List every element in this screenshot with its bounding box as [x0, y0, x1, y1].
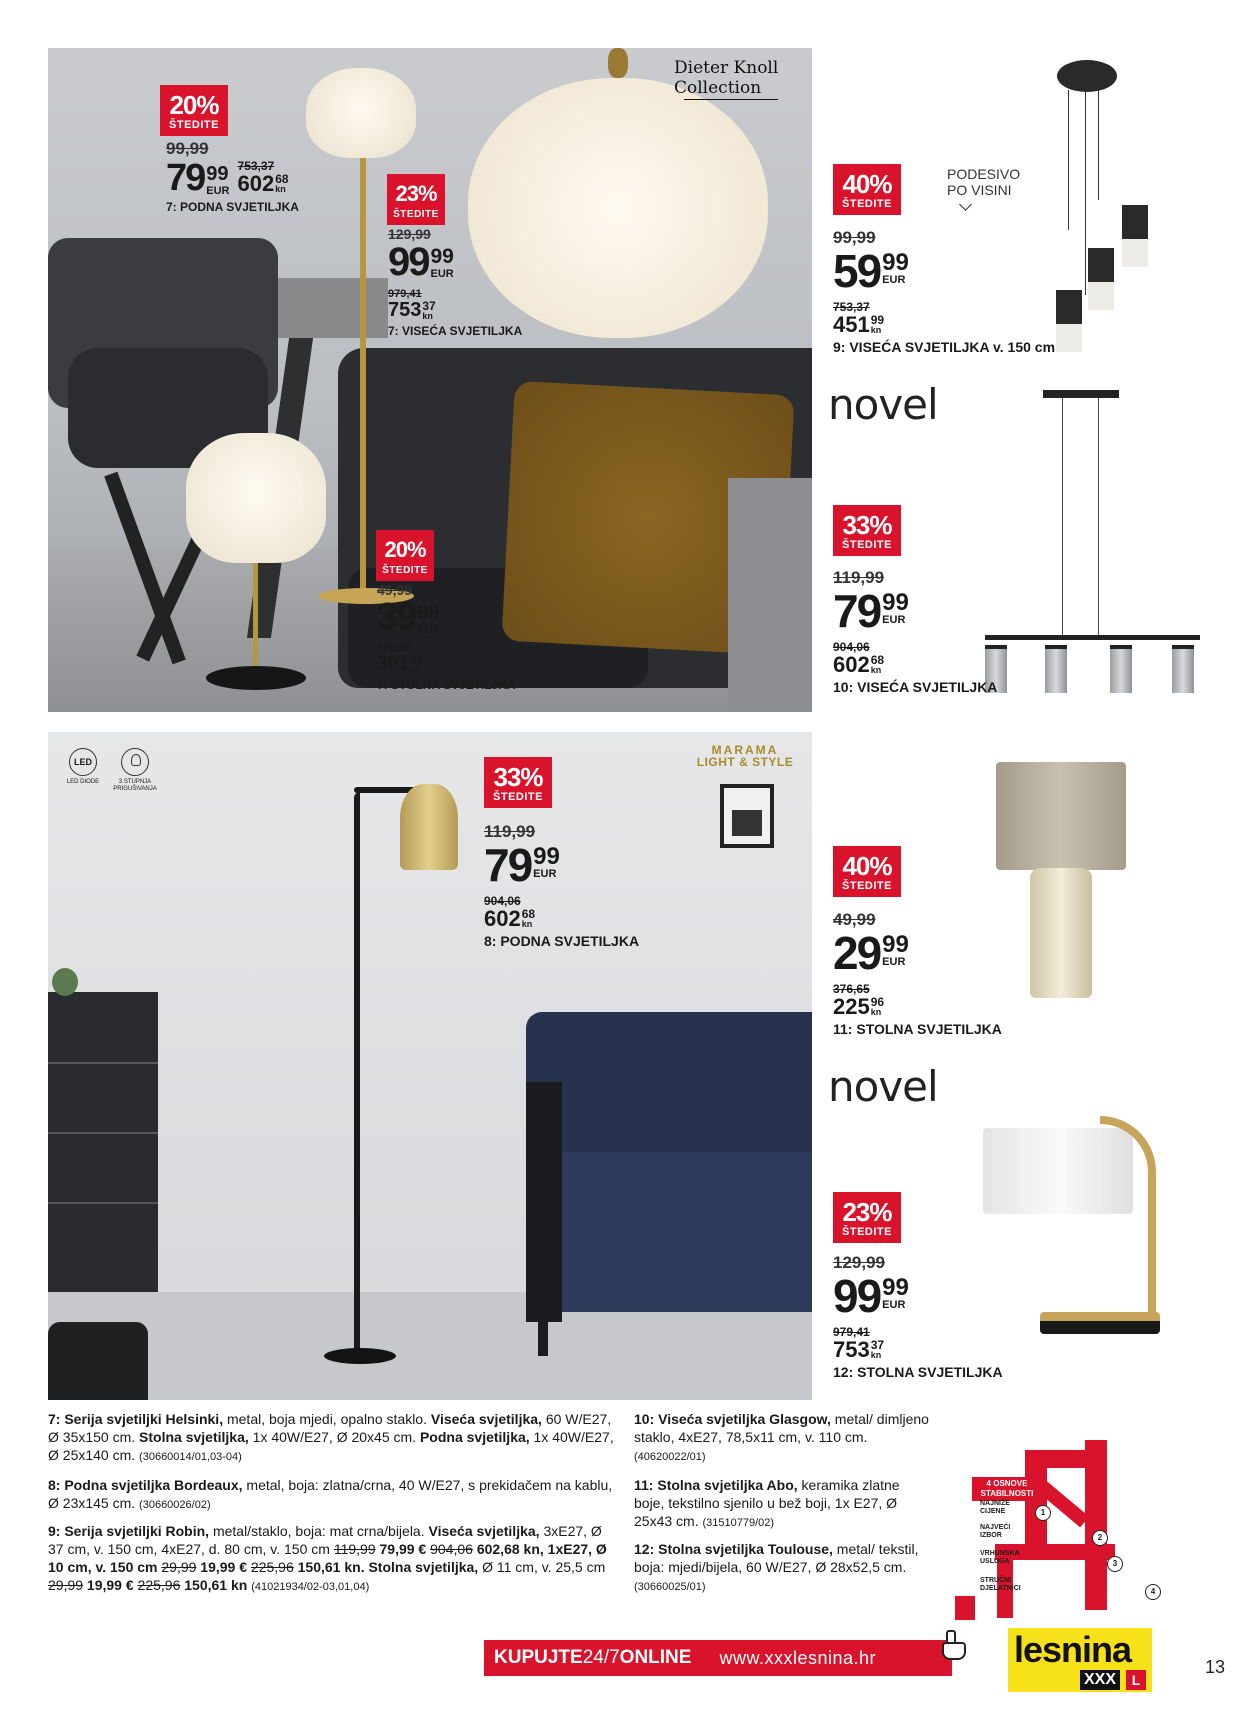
description-9: 9: Serija svjetiljki Robin, metal/staklo, boja: mat crna/bijela. Viseća svjetiljka, 3xE27, Ø 37 cm, v. 150 cm, 4xE27, d. 80 cm, v. 150 cm 119,99 79,99 € 904,06 602,68 kn, 1xE27, Ø 10 cm, v. 150 cm 29,99 19,99 € 225,96 150,61 kn. Stolna svjetiljka, Ø 11 cm, v. 25,5 cm 29,99 19,99 € 225,96 150,61 kn (41021934/02-03,01,04): [48, 1523, 607, 1593]
discount-badge: 23% ŠTEDITE: [833, 1192, 901, 1243]
website-link[interactable]: www.xxxlesnina.hr: [719, 1647, 877, 1668]
floor-lamp-shade: [400, 784, 458, 870]
floor-lamp-shade: [306, 68, 416, 158]
plant: [52, 968, 78, 996]
description-11: 11: Stolna svjetiljka Abo, keramika zlatne boje, tekstilno sjenilo u bež boji, 1x E27, Ø 25x43 cm. (31510779/02): [634, 1477, 900, 1529]
marama-brand-logo: MARAMA LIGHT & STYLE: [696, 743, 794, 769]
table-lamp-arm: [1100, 1116, 1156, 1334]
table-lamp-shade: [186, 433, 326, 563]
novel-brand-logo: novel: [828, 1062, 938, 1111]
price-block: 129,99 99 99 EUR 979,41 753 37 kn 12: STOLNA SVJETILJKA: [833, 1253, 1003, 1380]
discount-badge: 40% ŠTEDITE: [833, 846, 901, 897]
table-lamp-shade: [996, 762, 1126, 870]
price-block: 49,99 39 99 EUR 376,65 301 30 kn 7: STOLNA SVJETILJKA: [377, 582, 516, 692]
price-block: 99,99 59 99 EUR 753,37 451 99 kn 9: VISEĆA SVJETILJKA v. 150 cm: [833, 228, 1056, 355]
drawer-cabinet: [48, 992, 158, 1292]
pendant-lamp: [1088, 248, 1114, 310]
discount-badge: 33% ŠTEDITE: [833, 505, 901, 556]
dimming-feature: 3 STUPNJA PRIGUŠIVANJA: [110, 748, 160, 793]
description-12: 12: Stolna svjetiljka Toulouse, metal/ tekstil, boja: mjedi/bijela, 60 W/E27, Ø 28x52,5 cm. (30660025/01): [634, 1541, 919, 1593]
stability-item: NAJNIŽE CIJENE: [980, 1500, 1010, 1515]
pendant-lamp: [1110, 645, 1132, 693]
price-block: 129,99 99 99 EUR 979,41 753 37 kn 7: VISEĆA SVJETILJKA: [388, 226, 523, 338]
description-7: 7: Serija svjetiljki Helsinki, metal, boja mjedi, opalno staklo. Viseća svjetiljka, 60 W/E27, Ø 35x150 cm. Stolna svjetiljka, 1x 40W/E27, Ø 20x45 cm. Podna svjetiljka, 1x 40W/E27, Ø 25x140 cm. (30660014/01,03-04): [48, 1411, 614, 1463]
led-icon: LED: [69, 748, 97, 776]
collection-label: Dieter Knoll Collection: [674, 58, 779, 98]
novel-brand-logo: novel: [828, 380, 938, 429]
price-block: 119,99 79 99 EUR 904,06 602 68 kn 8: PODNA SVJETILJKA: [484, 822, 640, 949]
discount-badge: 40% ŠTEDITE: [833, 164, 901, 215]
stability-number: 2: [1092, 1530, 1108, 1546]
pendant-lamp: [1056, 290, 1082, 352]
discount-badge: 23% ŠTEDITE: [387, 174, 445, 225]
stability-header: 4 OSNOVE STABILNOSTI: [972, 1477, 1042, 1501]
table-lamp-base: [1030, 868, 1092, 998]
pendant-bar: [985, 635, 1200, 640]
stability-item: STRUČNI DJELATNICI: [980, 1577, 1021, 1592]
pendant-lamp: [1122, 205, 1148, 267]
online-shop-banner[interactable]: KUPUJTE 24/7 ONLINE www.xxxlesnina.hr: [484, 1640, 952, 1676]
page-number: 13: [1205, 1657, 1226, 1677]
stability-item: VRHUNSKA USLUGA: [980, 1550, 1020, 1565]
pendant-canopy: [1057, 60, 1117, 92]
stability-number: 1: [1035, 1505, 1051, 1521]
bottom-lifestyle-photo: [48, 732, 812, 1400]
discount-badge: 20% ŠTEDITE: [376, 530, 434, 581]
pointer-hand-icon: [940, 1628, 966, 1658]
discount-badge: 33% ŠTEDITE: [484, 757, 552, 808]
stability-item: NAJVEĆI IZBOR: [980, 1524, 1011, 1539]
height-adjustable-note: PODESIVO PO VISINI: [947, 166, 1020, 209]
lesnina-logo: lesnina XXX L: [1008, 1628, 1152, 1692]
pendant-lamp: [1172, 645, 1194, 693]
bulb-icon: [121, 748, 149, 776]
side-table: [48, 1322, 148, 1400]
price-block: 49,99 29 99 EUR 376,65 225 96 kn 11: STOLNA SVJETILJKA: [833, 910, 1002, 1037]
price-block: 99,99 79 99 EUR 753,37 602 68 kn 7: PODNA SVJETILJKA: [166, 139, 299, 214]
description-10: 10: Viseća svjetiljka Glasgow, metal/ dimljeno staklo, 4xE27, 78,5x11 cm, v. 110 cm. (40620022/01): [634, 1411, 929, 1463]
price-block: 119,99 79 99 EUR 904,06 602 68 kn 10: VISEĆA SVJETILJKA: [833, 568, 998, 695]
stability-number: 4: [1145, 1584, 1161, 1600]
led-feature: LED LED DIODE: [63, 748, 103, 786]
chevron-down-icon: [959, 198, 972, 211]
stability-number: 3: [1107, 1556, 1123, 1572]
pendant-lamp: [1045, 645, 1067, 693]
description-8: 8: Podna svjetiljka Bordeaux, metal, boja: zlatna/crna, 40 W/E27, s prekidačem na kablu, Ø 23x145 cm. (30660026/02): [48, 1477, 613, 1511]
discount-badge: 20% ŠTEDITE: [160, 85, 228, 136]
